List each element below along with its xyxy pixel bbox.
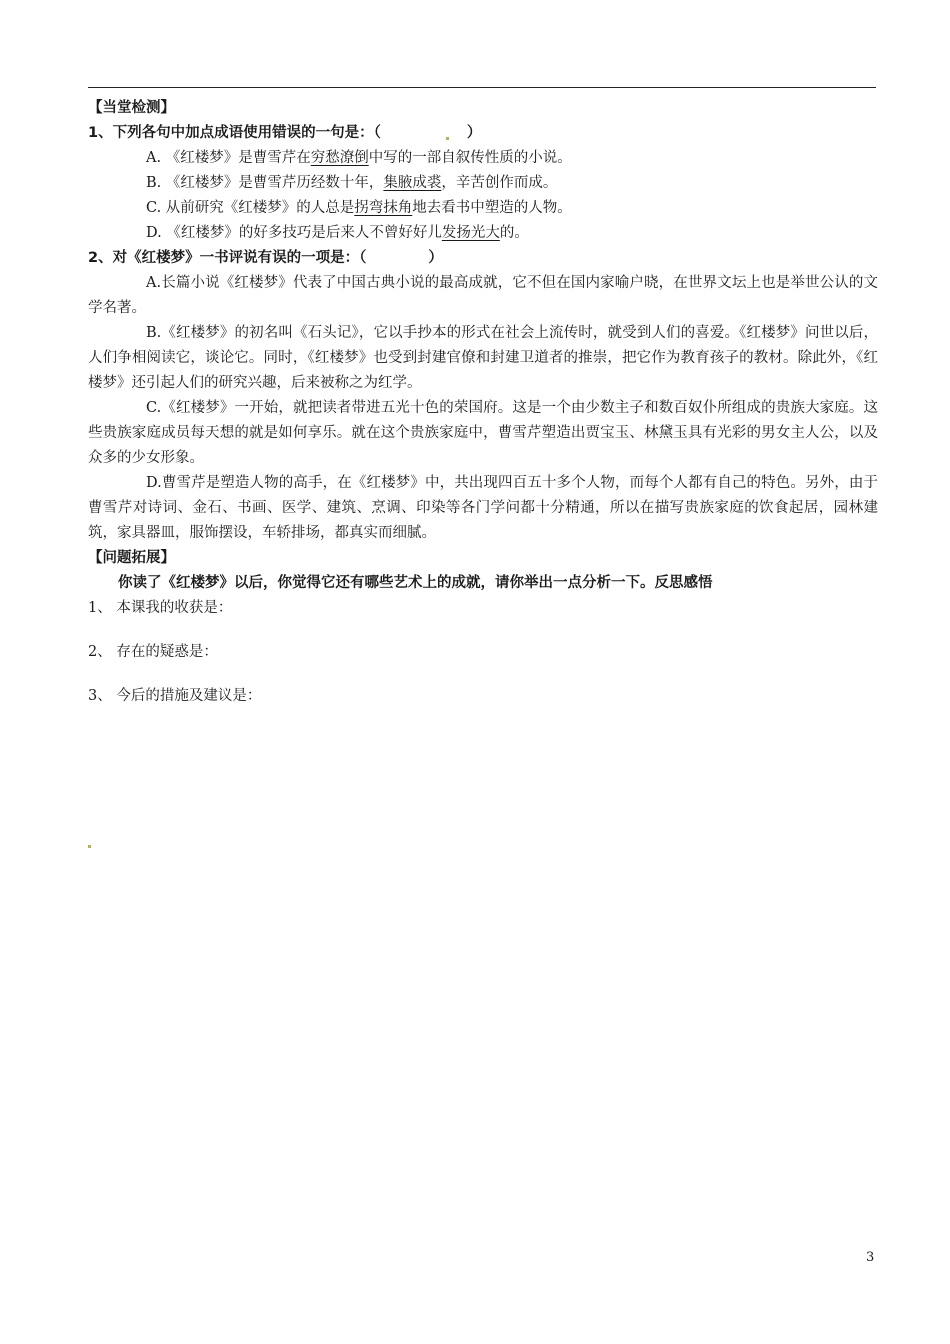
q2-option-a: A.长篇小说《红楼梦》代表了中国古典小说的最高成就，它不但在国内家喻户晓，在世界文坛上也是举世公认的文学名著。 bbox=[88, 275, 878, 316]
q1-option-d: D. 《红楼梦》的好多技巧是后来人不曾好好儿发扬光大的。 bbox=[146, 225, 529, 241]
stray-mark bbox=[88, 845, 91, 848]
question-1-text: 1、下列各句中加点成语使用错误的一句是：（ bbox=[88, 125, 381, 141]
question-2-text: 2、对《红楼梦》一书评说有误的一项是：（ bbox=[88, 250, 367, 266]
idiom: 穷愁潦倒 bbox=[310, 150, 369, 166]
section-title-check: 【当堂检测】 bbox=[88, 100, 175, 116]
q2-option-b: B.《红楼梦》的初名叫《石头记》，它以手抄本的形式在社会上流传时，就受到人们的喜爱。《红楼梦》问世以后，人们争相阅读它，谈论它。同时，《红楼梦》也受到封建官僚和封建卫道者的推崇，把它作为教育孩子的教材。除此外，《红楼梦》还引起人们的研究兴趣，后来被称之为红学。 bbox=[88, 325, 878, 391]
q1-option-c: C. 从前研究《红楼梦》的人总是拐弯抹角地去看书中塑造的人物。 bbox=[146, 200, 572, 216]
section-title-extension: 【问题拓展】 bbox=[88, 550, 175, 566]
question-1-stem bbox=[88, 121, 878, 146]
idiom: 集腋成裘 bbox=[383, 175, 442, 191]
idiom: 发扬光大 bbox=[441, 225, 500, 241]
q2-option-d: D.曹雪芹是塑造人物的高手，在《红楼梦》中，共出现四百五十多个人物，而每个人都有自己的特色。另外，由于曹雪芹对诗词、金石、书画、医学、建筑、烹调、印染等各门学问都十分精通，所以在描写贵族家庭的饮食起居，园林建筑，家具器皿，服饰摆设，车轿排场，都真实而细腻。 bbox=[88, 475, 878, 541]
page-number: 3 bbox=[866, 1250, 875, 1265]
reflection-3: 3、 今后的措施及建议是： bbox=[88, 688, 262, 704]
reflection-1: 1、 本课我的收获是： bbox=[88, 600, 233, 616]
question-2-close: ） bbox=[428, 250, 443, 266]
idiom: 拐弯抹角 bbox=[354, 200, 413, 216]
header-rule bbox=[88, 87, 876, 88]
q2-option-c: C.《红楼梦》一开始，就把读者带进五光十色的荣国府。这是一个由少数主子和数百奴仆所组成的贵族大家庭。这些贵族家庭成员每天想的就是如何享乐。就在这个贵族家庭中，曹雪芹塑造出贾宝玉、林黛玉具有光彩的男女主人公，以及众多的少女形象。 bbox=[88, 400, 878, 466]
q1-option-b: B. 《红楼梦》是曹雪芹历经数十年，集腋成裘，辛苦创作而成。 bbox=[146, 175, 558, 191]
stray-mark bbox=[446, 137, 449, 140]
reflection-2: 2、 存在的疑惑是： bbox=[88, 644, 218, 660]
q1-option-a: A. 《红楼梦》是曹雪芹在穷愁潦倒中写的一部自叙传性质的小说。 bbox=[146, 150, 572, 166]
question-2-stem bbox=[88, 246, 878, 271]
question-1-close: ） bbox=[466, 125, 482, 141]
extension-question: 你读了《红楼梦》以后，你觉得它还有哪些艺术上的成就，请你举出一点分析一下。反思感悟 bbox=[118, 575, 713, 591]
worksheet-body bbox=[88, 96, 878, 728]
